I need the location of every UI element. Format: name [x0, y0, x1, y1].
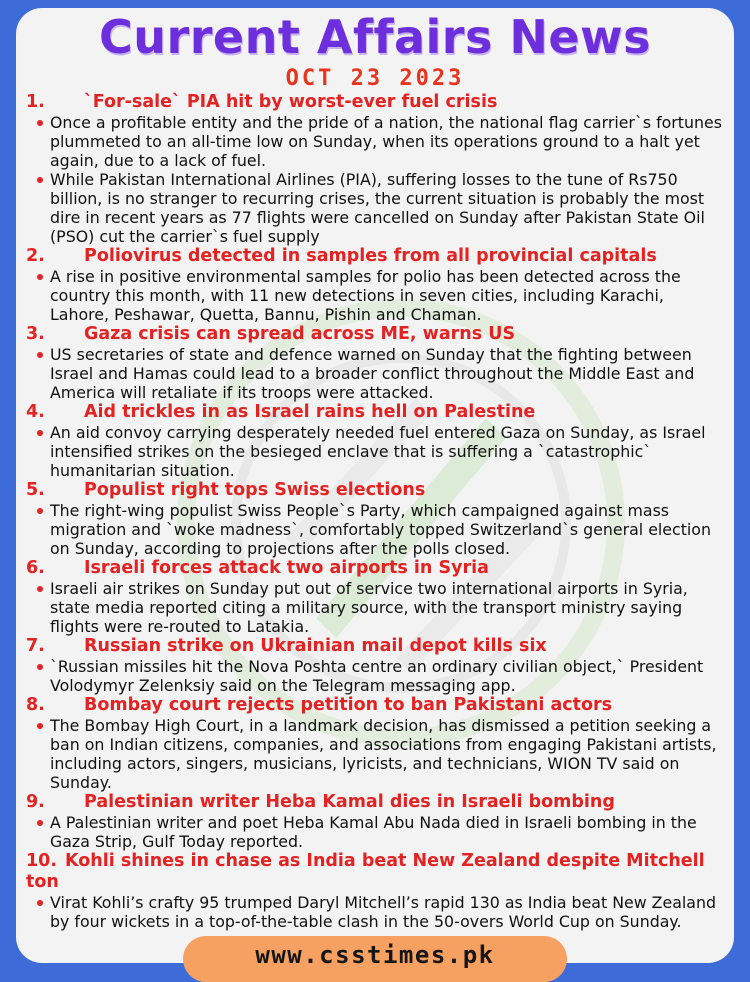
news-number: 5. [26, 480, 45, 500]
news-number: 2. [26, 246, 45, 266]
website-url[interactable]: www.csstimes.pk [255, 941, 495, 969]
news-number: 7. [26, 636, 45, 656]
news-item [26, 792, 726, 851]
news-headline [26, 695, 726, 716]
news-headline-text: Populist right tops Swiss elections [84, 480, 426, 500]
news-bullet: The right-wing populist Swiss People`s Party, which campaigned against mass migration and `woke madness`, comfortably topped Switzerland`s general election on Sunday, according to projections after the polls closed. [26, 501, 726, 558]
news-item [26, 480, 726, 558]
news-bullet: Once a profitable entity and the pride of a nation, the national flag carrier`s fortunes plummeted to an all-time low on Sunday, when its operations ground to a halt yet again, due to a lack of fuel. [26, 113, 726, 170]
website-link-pill[interactable] [183, 936, 567, 982]
news-number: 1. [26, 92, 45, 112]
news-headline-text: `For-sale` PIA hit by worst-ever fuel crisis [84, 92, 498, 112]
news-bullet: An aid convoy carrying desperately needed fuel entered Gaza on Sunday, as Israel intensified strikes on the besieged enclave that is suffering a `catastrophic` humanitarian situation. [26, 423, 726, 480]
news-headline [26, 480, 726, 501]
news-headline-text: Aid trickles in as Israel rains hell on Palestine [84, 402, 536, 422]
news-list [26, 92, 726, 931]
news-headline-text: Gaza crisis can spread across ME, warns US [84, 324, 516, 344]
news-item [26, 92, 726, 246]
page-date: OCT 23 2023 [285, 66, 465, 91]
news-number: 6. [26, 558, 45, 578]
news-number: 9. [26, 792, 45, 812]
news-number: 8. [26, 695, 45, 715]
news-number: 10. [26, 851, 58, 871]
news-headline-text: Poliovirus detected in samples from all provincial capitals [84, 246, 657, 266]
news-item [26, 402, 726, 480]
news-headline [26, 246, 726, 267]
news-headline [26, 851, 726, 893]
news-bullet: US secretaries of state and defence warned on Sunday that the fighting between Israel and Hamas could lead to a broader conflict throughout the Middle East and America will retaliate if its troops were attacked. [26, 345, 726, 402]
news-item [26, 558, 726, 636]
news-number: 3. [26, 324, 45, 344]
news-headline [26, 402, 726, 423]
news-headline [26, 92, 726, 113]
news-headline-text: Palestinian writer Heba Kamal dies in Israeli bombing [84, 792, 615, 812]
news-headline-text: Kohli shines in chase as India beat New Zealand despite Mitchell ton [26, 851, 705, 892]
news-number: 4. [26, 402, 45, 422]
news-headline [26, 558, 726, 579]
news-bullet: A rise in positive environmental samples for polio has been detected across the country this month, with 11 new detections in seven cities, including Karachi, Lahore, Peshawar, Quetta, Bannu, Pishin and Chaman. [26, 267, 726, 324]
news-bullet: `Russian missiles hit the Nova Poshta centre an ordinary civilian object,` President Volodymyr Zelenksiy said on the Telegram messaging app. [26, 657, 726, 695]
news-headline [26, 636, 726, 657]
news-card [16, 8, 734, 963]
news-item [26, 695, 726, 792]
news-item [26, 246, 726, 324]
news-bullet: The Bombay High Court, in a landmark decision, has dismissed a petition seeking a ban on Indian citizens, companies, and associations from engaging Pakistani artists, including actors, singers, musicians, lyricists, and technicians, WION TV said on Sunday. [26, 716, 726, 792]
news-bullet: Virat Kohli’s crafty 95 trumped Daryl Mitchell’s rapid 130 as India beat New Zealand by four wickets in a top-of-the-table clash in the 50-overs World Cup on Sunday. [26, 893, 726, 931]
news-headline-text: Bombay court rejects petition to ban Pakistani actors [84, 695, 613, 715]
page-title: Current Affairs News [99, 10, 651, 64]
news-item [26, 636, 726, 695]
news-headline [26, 324, 726, 345]
news-item [26, 324, 726, 402]
news-headline-text: Russian strike on Ukrainian mail depot kills six [84, 636, 547, 656]
news-bullet: While Pakistan International Airlines (PIA), suffering losses to the tune of Rs750 billion, is no stranger to recurring crises, the current situation is probably the most dire in recent years as 77 flights were cancelled on Sunday after Pakistan State Oil (PSO) cut the carrier`s fuel supply [26, 170, 726, 246]
news-item [26, 851, 726, 931]
news-headline [26, 792, 726, 813]
news-bullet: Israeli air strikes on Sunday put out of service two international airports in Syria, state media reported citing a military source, with the transport ministry saying flights were re-routed to Latakia. [26, 579, 726, 636]
news-bullet: A Palestinian writer and poet Heba Kamal Abu Nada died in Israeli bombing in the Gaza Strip, Gulf Today reported. [26, 813, 726, 851]
news-headline-text: Israeli forces attack two airports in Syria [84, 558, 489, 578]
